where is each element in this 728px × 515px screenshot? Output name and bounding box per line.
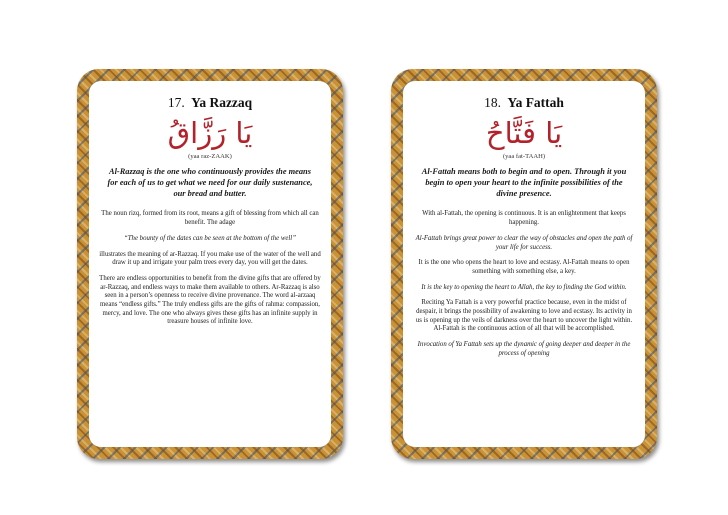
card-ya-fattah: [391, 69, 657, 459]
card-title: [99, 95, 321, 111]
pronunciation: (yaa raz-ZAAK): [188, 153, 232, 160]
lead-text: Al-Razzaq is the one who continuously provides the means for each of us to get what we need for our daily sustenance, our bread and butter.: [107, 167, 313, 198]
paragraph: Reciting Ya Fattah is a very powerful practice because, even in the midst of despair, it brings the possibility of awakening to love and ecstasy. Its activity in us is opening up the veils of darkness over the heart to uncover the light within. Al-Fattah is the continuous action of all that will be accomplished.: [415, 299, 633, 333]
paragraph: illustrates the meaning of ar-Razzaq. If you make use of the water of the well and draw it up and irrigate your palm trees every day, you will get the dates.: [99, 250, 321, 267]
card-number: 17.: [167, 95, 185, 110]
paragraph: With al-Fattah, the opening is continuous. It is an enlightenment that keeps happening.: [422, 210, 626, 227]
arabic-calligraphy: يَا رَزَّاقُ: [167, 116, 253, 150]
card-name: Ya Razzaq: [191, 95, 253, 110]
arabic-calligraphy: يَا فَتَّاحُ: [485, 116, 563, 150]
card-ya-razzaq: [77, 69, 343, 459]
paragraph: Invocation of Ya Fattah sets up the dynamic of going deeper and deeper in the process of opening: [417, 341, 631, 357]
lead-text: Al-Fattah means both to begin and to open. Through it you begin to open your heart to the infinite possibilities of the divine presence.: [421, 167, 627, 198]
paragraph: There are endless opportunities to benefit from the divine gifts that are offered by ar-Razzaq, and endless ways to make them available to others. Ar-Razzaq is also seen in a person’s openness to receive divine provenance. The word al-arzaaq means “endless gifts.” The truly endless gifts are the gifts of rahma: compassion, mercy, and love. The one who always gives these gifts has an infinite supply in treasure houses of infinite love.: [99, 274, 321, 326]
card-number: 18.: [484, 95, 501, 110]
paragraph: It is the one who opens the heart to love and ecstasy. Al-Fattah means to open something with something else, a key.: [418, 259, 630, 275]
card-content: [403, 81, 645, 447]
card-name: Ya Fattah: [507, 95, 564, 110]
quote: It is the key to opening the heart to Allah, the key to finding the God within.: [421, 283, 627, 291]
quote: “The bounty of the dates can be seen at the bottom of the well”: [124, 234, 296, 242]
pronunciation: (yaa fat-TAAH): [502, 153, 546, 160]
quote: Al-Fattah brings great power to clear the way of obstacles and open the path of your life for success.: [415, 234, 633, 251]
card-title: [413, 95, 635, 111]
paragraph: The noun rizq, formed from its root, means a gift of blessing from which all can benefit. The adage: [101, 210, 319, 227]
card-content: [89, 81, 331, 447]
